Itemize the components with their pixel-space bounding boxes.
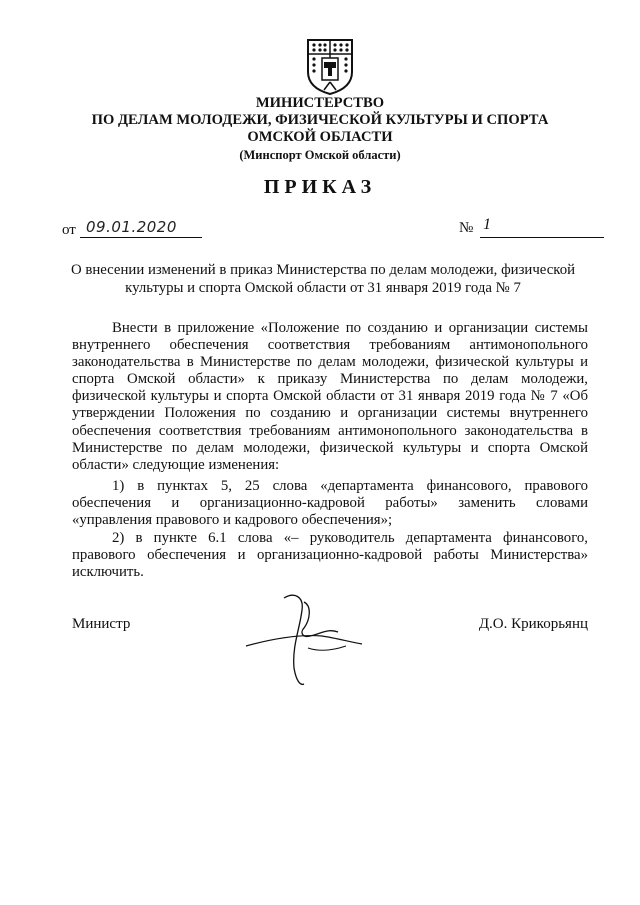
ministry-name-line-2: ПО ДЕЛАМ МОЛОДЕЖИ, ФИЗИЧЕСКОЙ КУЛЬТУРЫ И СПОРТА [91, 112, 549, 128]
signatory-name: Д.О. Крикорьянц [478, 616, 588, 632]
handwritten-signature [238, 588, 368, 690]
body-paragraph-1: Внести в приложение «Положение по созданию и организации системы внутреннего обеспечения соответствия требованиям антимонопольного законодательства в Министерстве по делам молодежи, физической культуры и спорта Омской области» к приказу Министерства по делам молодежи, физической культуры и спорта Омской области от 31 января 2019 года № 7 «Об утверждении Положения по созданию и организации системы внутреннего обеспечения соответствия требованиям антимонопольного законодательства в Министерстве по делам молодежи, физической культуры и спорта Омской области» следующие изменения: [72, 320, 588, 473]
ministry-name-line-3: ОМСКОЙ ОБЛАСТИ [247, 129, 393, 145]
body-paragraph-3: 2) в пункте 6.1 слова «– руководитель департамента финансового, правового обеспечения и организационно-кадровой работы Министерства» исключить. [72, 530, 588, 581]
date-underline [80, 237, 202, 238]
order-subject: О внесении изменений в приказ Министерства по делам молодежи, физической культуры и спорта Омской области от 31 января 2019 года № 7 [70, 262, 576, 296]
ministry-name-line-1: МИНИСТЕРСТВО [255, 95, 385, 111]
coat-of-arms-icon [306, 38, 354, 96]
document-title: ПРИКАЗ [263, 176, 377, 198]
order-date: 09.01.2020 [86, 218, 177, 236]
order-number: 1 [483, 216, 491, 233]
number-prefix: № [459, 220, 474, 236]
date-prefix: от [62, 222, 76, 238]
signatory-title: Министр [72, 616, 131, 632]
ministry-short-name: (Минспорт Омской области) [239, 148, 401, 162]
number-underline [480, 237, 604, 238]
body-paragraph-2: 1) в пунктах 5, 25 слова «департамента финансового, правового обеспечения и организационно-кадровой работы» заменить словами «управления правового и кадрового обеспечения»; [72, 478, 588, 529]
